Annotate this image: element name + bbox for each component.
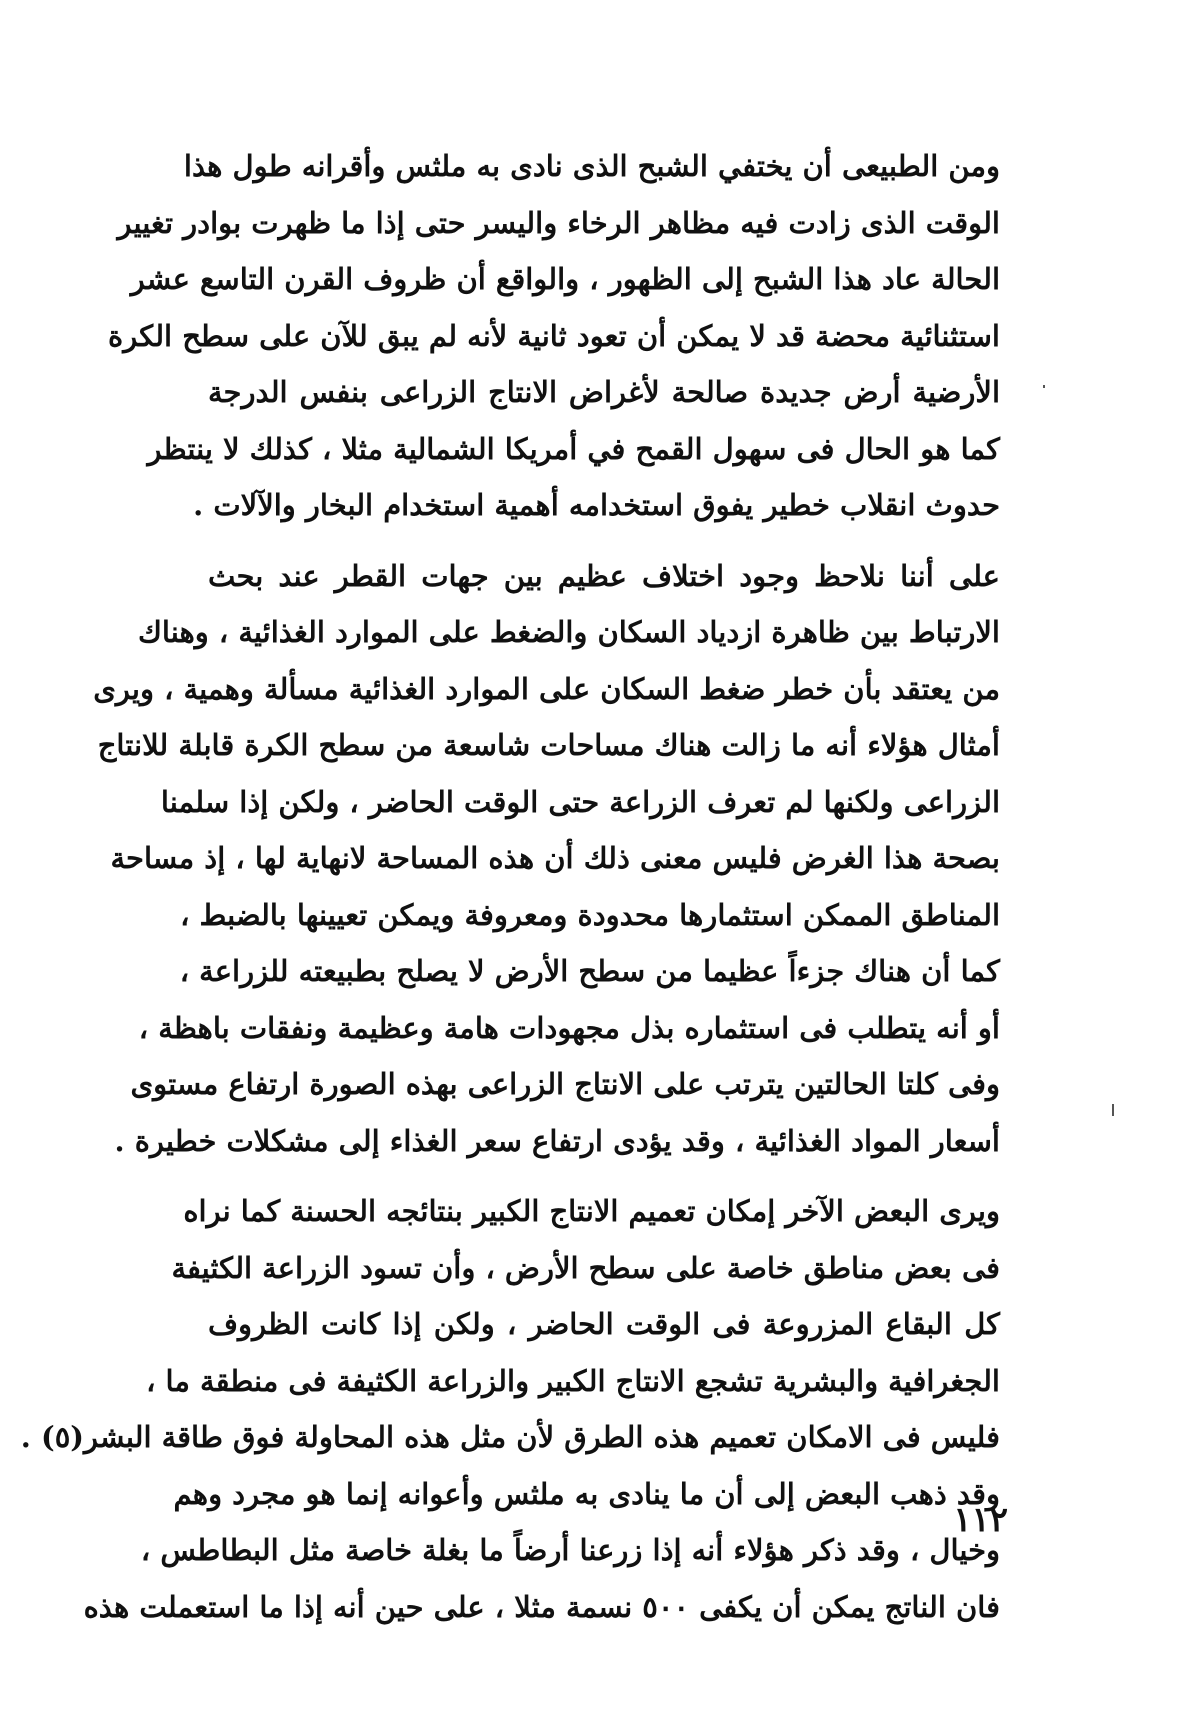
text-line: كما هو الحال فى سهول القمح في أمريكا الشمالية مثلا ، كذلك لا ينتظر [147,431,1000,466]
text-line: فان الناتج يمكن أن يكفى ٥٠٠ نسمة مثلا ، على حين أنه إذا ما استعملت هذه [83,1589,1000,1624]
text-line: من يعتقد بأن خطر ضغط السكان على الموارد الغذائية مسألة وهمية ، ويرى [93,671,1000,706]
text-line: على أننا نلاحظ وجود اختلاف عظيم بين جهات القطر عند بحث [208,558,1000,593]
text-line: كما أن هناك جزءاً عظيما من سطح الأرض لا يصلح بطبيعته للزراعة ، [179,954,1000,988]
text-line: الوقت الذى زادت فيه مظاهر الرخاء واليسر حتى إذا ما ظهرت بوادر تغيير [117,205,1000,240]
text-line: وقد ذهب البعض إلى أن ما ينادى به ملثس وأعوانه إنما هو مجرد وهم [173,1476,1000,1511]
text-line: ويرى البعض الآخر إمكان تعميم الانتاج الكبير بنتائجه الحسنة كما نراه [183,1194,1000,1228]
scan-speck [1043,385,1045,388]
text-line: أمثال هؤلاء أنه ما زالت هناك مساحات شاسعة من سطح الكرة قابلة للانتاج [97,728,1000,762]
text-line: أسعار المواد الغذائية ، وقد يؤدى ارتفاع سعر الغذاء إلى مشكلات خطيرة . [114,1123,1000,1158]
body-text [20,138,1000,1635]
text-line: أو أنه يتطلب فى استثماره بذل مجهودات هامة وعظيمة ونفقات باهظة ، [138,1010,1000,1045]
paragraph-3 [20,1183,1000,1635]
page-number: ١١٢ [953,1500,1008,1540]
text-line: الجغرافية والبشرية تشجع الانتاج الكبير والزراعة الكثيفة فى منطقة ما ، [146,1363,1000,1398]
text-line: استثنائية محضة قد لا يمكن أن تعود ثانية لأنه لم يبق للآن على سطح الكرة [108,318,1000,353]
text-line: الارتباط بين ظاهرة ازدياد السكان والضغط على الموارد الغذائية ، وهناك [138,615,1000,649]
text-line: ومن الطبيعى أن يختفي الشبح الذى نادى به ملثس وأقرانه طول هذا [183,149,1000,183]
text-line: حدوث انقلاب خطير يفوق استخدامه أهمية استخدام البخار والآلات . [193,488,1000,522]
text-line: وخيال ، وقد ذكر هؤلاء أنه إذا زرعنا أرضاً ما بغلة خاصة مثل البطاطس ، [140,1533,1000,1567]
text-line: الأرضية أرض جديدة صالحة لأغراض الانتاج الزراعى بنفس الدرجة [208,375,1000,409]
text-line: الحالة عاد هذا الشبح إلى الظهور ، والواقع أن ظروف القرن التاسع عشر [130,262,1000,296]
text-line: الزراعى ولكنها لم تعرف الزراعة حتى الوقت الحاضر ، ولكن إذا سلمنا [160,784,1000,819]
text-line: المناطق الممكن استثمارها محدودة ومعروفة ويمكن تعيينها بالضبط ، [180,897,1000,932]
text-line: فى بعض مناطق خاصة على سطح الأرض ، وأن تسود الزراعة الكثيفة [171,1250,1000,1285]
text-line: فليس فى الامكان تعميم هذه الطرق لأن مثل هذه المحاولة فوق طاقة البشر(٥) . [20,1420,1000,1454]
paragraph-1 [108,138,1000,534]
text-line: وفى كلتا الحالتين يترتب على الانتاج الزراعى بهذه الصورة ارتفاع مستوى [130,1067,1000,1101]
scan-speck [1112,1104,1114,1116]
text-line: كل البقاع المزروعة فى الوقت الحاضر ، ولكن إذا كانت الظروف [208,1307,1000,1341]
text-line: بصحة هذا الغرض فليس معنى ذلك أن هذه المساحة لانهاية لها ، إذ مساحة [110,841,1000,875]
paragraph-2 [93,548,1000,1170]
